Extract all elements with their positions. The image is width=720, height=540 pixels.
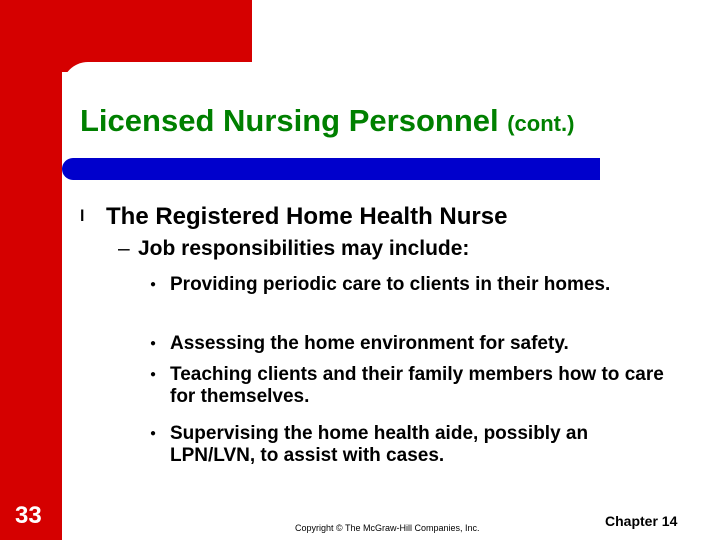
slide-title-suffix: (cont.) (507, 111, 575, 136)
bullet-item (150, 364, 670, 408)
level1-text: The Registered Home Health Nurse (106, 203, 508, 230)
bullet-dot-icon: ● (150, 428, 157, 439)
bullet-text: Providing periodic care to clients in their homes. (170, 274, 611, 295)
page-number: 33 (15, 502, 42, 529)
red-side-band (0, 0, 62, 540)
bullet-text: Supervising the home health aide, possibly an LPN/LVN, to assist with cases. (170, 423, 589, 466)
bullet-text: Teaching clients and their family members how to care for themselves. (170, 364, 664, 407)
chapter-label: Chapter 14 (605, 513, 678, 529)
slide-title-text: Licensed Nursing Personnel (80, 103, 499, 138)
bullet-item (150, 274, 670, 296)
level2-dash-icon: – (118, 237, 130, 260)
bullet-item (150, 423, 670, 467)
bullet-item (150, 333, 670, 355)
bullet-dot-icon: ● (150, 369, 157, 380)
level2-item (118, 237, 469, 261)
slide-title (80, 103, 574, 139)
bullet-dot-icon: ● (150, 279, 157, 290)
level1-item (80, 203, 507, 231)
bullet-text: Assessing the home environment for safety. (170, 333, 569, 354)
level2-text: Job responsibilities may include: (138, 237, 470, 260)
level1-bullet-icon: l (80, 208, 85, 225)
title-divider-bar (62, 158, 600, 180)
copyright-text: Copyright © The McGraw-Hill Companies, Inc. (295, 523, 480, 533)
bullet-dot-icon: ● (150, 338, 157, 349)
